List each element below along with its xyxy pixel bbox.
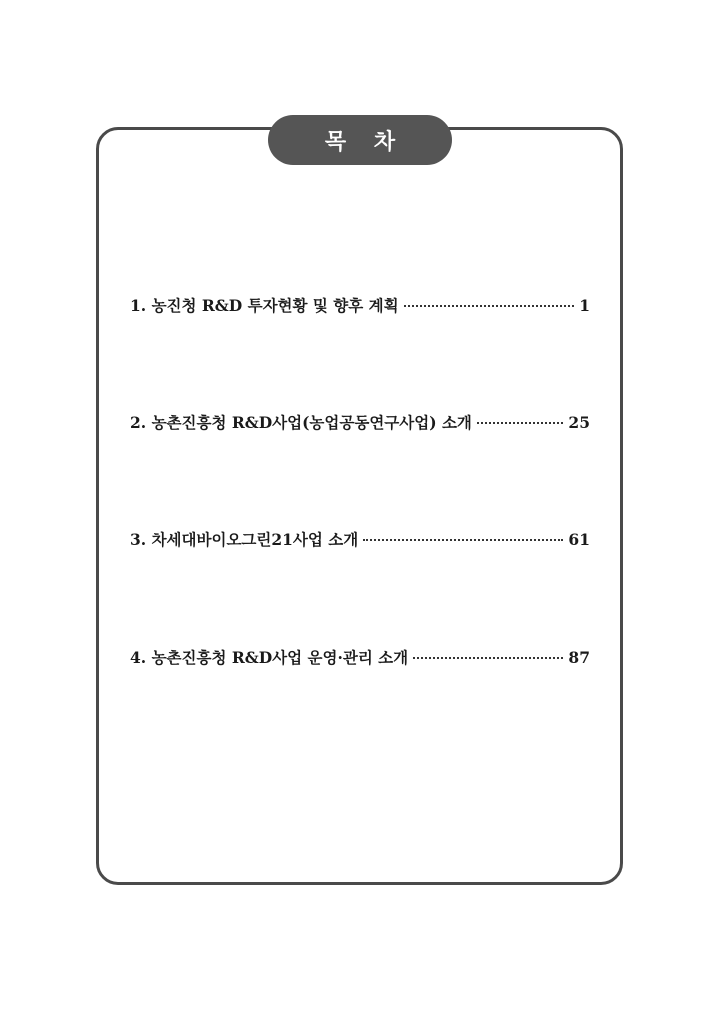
toc-title: 목 차 bbox=[324, 129, 406, 155]
toc-entry[interactable] bbox=[130, 646, 590, 668]
dot-leader bbox=[404, 305, 575, 307]
toc-entry-title[interactable]: 2. 농촌진흥청 R&D사업(농업공동연구사업) 소개 bbox=[130, 413, 472, 432]
toc-entry[interactable] bbox=[130, 294, 590, 316]
toc-entry[interactable] bbox=[130, 528, 590, 550]
toc-entry[interactable] bbox=[130, 411, 590, 433]
toc-page-number[interactable]: 1 bbox=[579, 296, 590, 315]
toc-title-badge bbox=[268, 115, 452, 165]
dot-leader bbox=[413, 657, 563, 659]
toc-entry-title[interactable]: 4. 농촌진흥청 R&D사업 운영·관리 소개 bbox=[130, 648, 409, 667]
toc-page-number[interactable]: 25 bbox=[568, 413, 590, 432]
toc-page-number[interactable]: 87 bbox=[568, 648, 590, 667]
toc-entry-title[interactable]: 3. 차세대바이오그린21사업 소개 bbox=[130, 530, 359, 549]
toc-entry-title[interactable]: 1. 농진청 R&D 투자현황 및 향후 계획 bbox=[130, 296, 399, 315]
dot-leader bbox=[363, 539, 563, 541]
toc-page-number[interactable]: 61 bbox=[568, 530, 590, 549]
dot-leader bbox=[477, 422, 564, 424]
toc-frame bbox=[96, 127, 623, 885]
